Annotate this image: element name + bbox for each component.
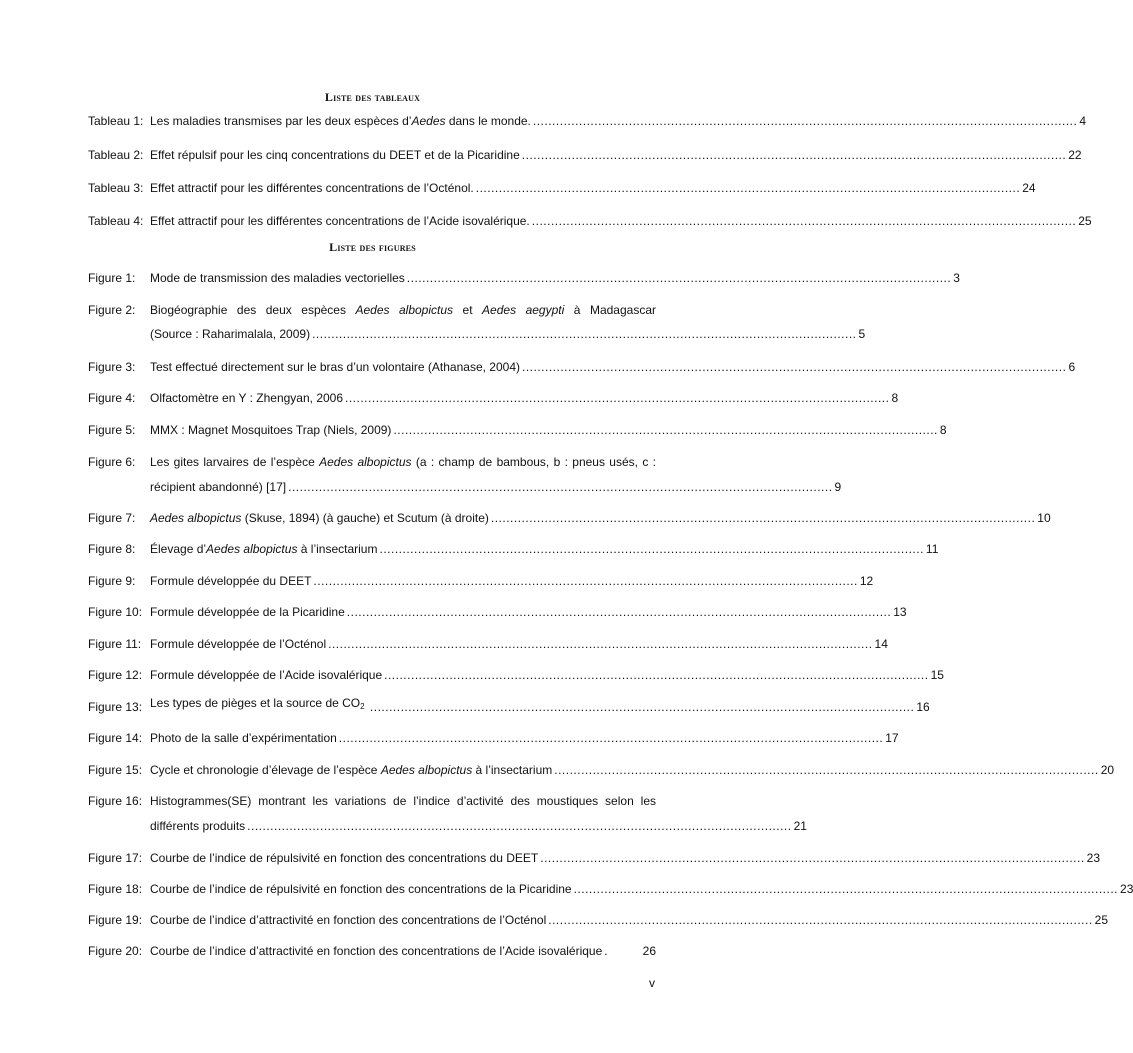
entry-label: Figure 14: [88, 731, 143, 745]
leader-dots: .............................................................................................................................................. [540, 851, 1085, 865]
entry-page: 8 [891, 391, 899, 405]
leader-dots: .............................................................................................................................................. [369, 700, 915, 714]
entry-page: 23 [1086, 851, 1101, 865]
entry-label: Tableau 2: [88, 148, 144, 162]
entry-text: Courbe de l’indice de répulsivité en fonction des concentrations du DEET [150, 851, 539, 865]
entry-text: Test effectué directement sur le bras d’un volontaire (Athanase, 2004) [150, 360, 520, 374]
entry-text: Formule développée du DEET [150, 574, 312, 588]
entry-text: Effet attractif pour les différentes concentrations de l’Octénol. [150, 181, 474, 195]
entry-text-line1: Biogéographie des deux espèces Aedes albopictus et Aedes aegypti à Madagascar [150, 303, 656, 317]
leader-dots: . [604, 944, 609, 958]
entry-page: 16 [916, 700, 930, 714]
entry-text: différents produits [150, 819, 246, 833]
leader-dots: .............................................................................................................................................. [531, 214, 1077, 228]
entry-text: MMX : Magnet Mosquitoes Trap (Niels, 2009) [150, 423, 392, 437]
entry-label: Figure 4: [88, 391, 136, 405]
leader-dots: .............................................................................................................................................. [346, 605, 892, 619]
entry-label: Figure 19: [88, 913, 143, 927]
entry-page: 3 [953, 271, 960, 285]
entry-text: Formule développée de la Picaridine [150, 605, 345, 619]
leader-dots: .............................................................................................................................................. [406, 271, 952, 285]
entry-text: Cycle et chronologie d’élevage de l’espèce Aedes albopictus à l’insectarium [150, 763, 553, 777]
entry-text: Les maladies transmises par les deux espèces d’Aedes dans le monde. [150, 114, 531, 128]
entry-label: Figure 20: [88, 944, 143, 958]
entry-text: Effet attractif pour les différentes concentrations de l’Acide isovalérique. [150, 214, 530, 228]
entry-text: Olfactomètre en Y : Zhengyan, 2006 [150, 391, 344, 405]
entry-text: Courbe de l’indice d’attractivité en fonction des concentrations de l’Octénol [150, 913, 547, 927]
leader-dots: .............................................................................................................................................. [522, 360, 1067, 374]
entry-label: Figure 2: [88, 303, 136, 317]
entry-label: Figure 11: [88, 637, 142, 651]
leader-dots: .............................................................................................................................................. [379, 542, 924, 556]
entry-label: Figure 7: [88, 511, 136, 525]
entry-page: 6 [1068, 360, 1076, 374]
entry-page: 13 [893, 605, 907, 619]
entry-label: Figure 18: [88, 882, 143, 896]
page-number: v [649, 976, 655, 990]
entry-page: 25 [1078, 214, 1092, 228]
entry-page: 17 [885, 731, 899, 745]
entry-text: récipient abandonné) [17] [150, 480, 287, 494]
entry-page: 9 [834, 480, 842, 494]
entry-text-line1: Histogrammes(SE) montrant les variations de l’indice d’activité des moustiques selon les [150, 794, 656, 808]
entry-text: Les types de pièges et la source de $CO_2$ [150, 696, 365, 711]
entry-text: Formule développée de l’Octénol [150, 637, 327, 651]
leader-dots: .............................................................................................................................................. [532, 114, 1078, 128]
leader-dots: .............................................................................................................................................. [573, 882, 1119, 896]
leader-dots: .............................................................................................................................................. [393, 423, 938, 437]
entry-label: Figure 15: [88, 763, 143, 777]
entry-text: (Source : Raharimalala, 2009) [150, 327, 311, 341]
entry-page: 8 [939, 423, 947, 437]
entry-text: Formule développée de l’Acide isovalérique [150, 668, 383, 682]
leader-dots: .............................................................................................................................................. [288, 480, 833, 494]
entry-label: Figure 16: [88, 794, 143, 808]
entry-label: Figure 13: [88, 700, 143, 714]
leader-dots: .............................................................................................................................................. [313, 574, 858, 588]
entry-text-line1: Les gites larvaires de l’espèce Aedes albopictus (a : champ de bambous, b : pneus usés, c : [150, 455, 656, 469]
entry-label: Figure 9: [88, 574, 136, 588]
leader-dots: .............................................................................................................................................. [338, 731, 884, 745]
entry-page: 25 [1094, 913, 1109, 927]
entry-label: Figure 10: [88, 605, 143, 619]
entry-page: 14 [874, 637, 888, 651]
leader-dots: .............................................................................................................................................. [521, 148, 1067, 162]
entry-label: Tableau 1: [88, 114, 144, 128]
entry-label: Figure 8: [88, 542, 136, 556]
entry-label: Tableau 3: [88, 181, 144, 195]
entry-label: Tableau 4: [88, 214, 144, 228]
leader-dots: .............................................................................................................................................. [247, 819, 792, 833]
entry-text: Aedes albopictus (Skuse, 1894) (à gauche) et Scutum (à droite) [150, 511, 489, 525]
figures-list-title: Liste des figures [329, 240, 416, 254]
leader-dots: .............................................................................................................................................. [328, 637, 873, 651]
entry-label: Figure 1: [88, 271, 136, 285]
entry-label: Figure 12: [88, 668, 143, 682]
entry-label: Figure 3: [88, 360, 136, 374]
leader-dots: .............................................................................................................................................. [384, 668, 929, 682]
entry-text: Courbe de l’indice de répulsivité en fonction des concentrations de la Picaridine [150, 882, 572, 896]
entry-text: Photo de la salle d’expérimentation [150, 731, 337, 745]
entry-label: Figure 17: [88, 851, 143, 865]
leader-dots: .............................................................................................................................................. [312, 327, 857, 341]
entry-label: Figure 6: [88, 455, 136, 469]
leader-dots: .............................................................................................................................................. [548, 913, 1093, 927]
leader-dots: .............................................................................................................................................. [490, 511, 1036, 525]
entry-page: 26 [642, 944, 656, 958]
entry-page: 4 [1079, 114, 1087, 128]
entry-page: 11 [925, 542, 939, 556]
entry-page: 5 [858, 327, 866, 341]
entry-text: Mode de transmission des maladies vectorielles [150, 271, 405, 285]
entry-page: 12 [859, 574, 874, 588]
entry-text: Courbe de l’indice d’attractivité en fonction des concentrations de l’Acide isovalérique [150, 944, 603, 958]
leader-dots: .............................................................................................................................................. [475, 181, 1021, 195]
entry-page: 21 [793, 819, 807, 833]
entry-page: 15 [930, 668, 944, 682]
entry-page: 22 [1068, 148, 1082, 162]
entry-text: Élevage d’Aedes albopictus à l’insectarium [150, 542, 378, 556]
entry-page: 23 [1120, 882, 1133, 896]
leader-dots: .............................................................................................................................................. [345, 391, 890, 405]
tables-list-title: Liste des tableaux [324, 90, 421, 104]
leader-dots: .............................................................................................................................................. [554, 763, 1099, 777]
entry-page: 10 [1037, 511, 1051, 525]
entry-page: 24 [1022, 181, 1036, 195]
entry-text: Effet répulsif pour les cinq concentrations du DEET et de la Picaridine [150, 148, 520, 162]
entry-label: Figure 5: [88, 423, 136, 437]
entry-page: 20 [1100, 763, 1115, 777]
